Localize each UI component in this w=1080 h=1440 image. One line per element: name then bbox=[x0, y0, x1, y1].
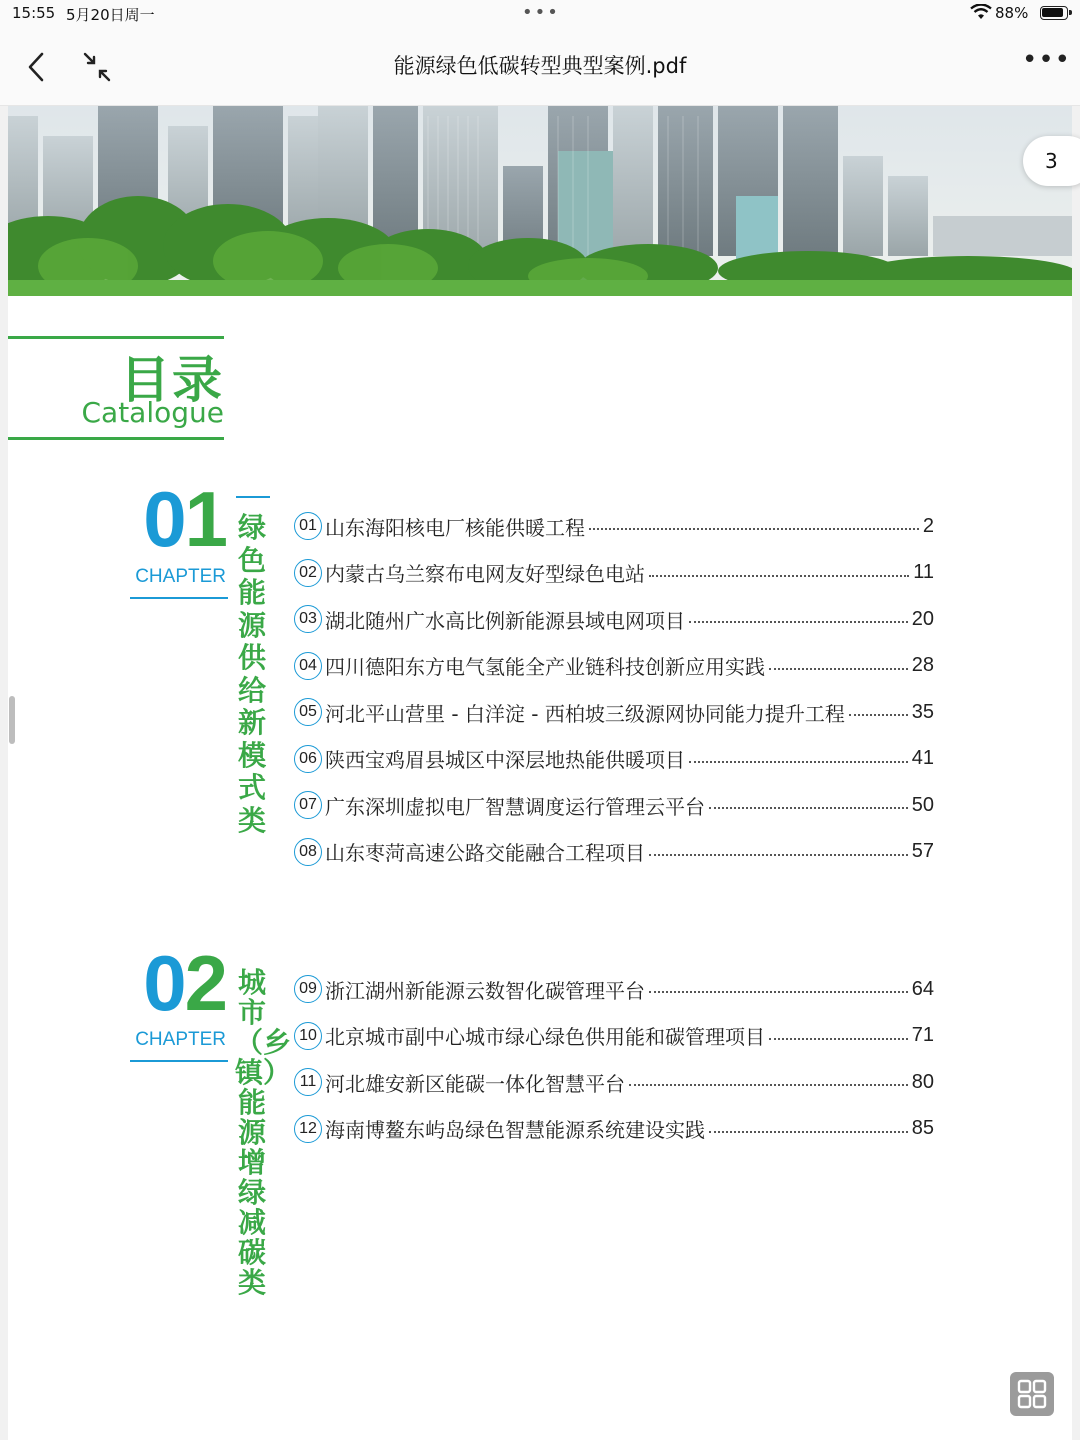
toc-item-number: 12 bbox=[294, 1115, 322, 1143]
toc-item[interactable] bbox=[294, 789, 934, 821]
chapter-number: 01 bbox=[143, 475, 226, 563]
toc-item-page: 64 bbox=[911, 977, 934, 1000]
toc-dot-leader bbox=[849, 714, 908, 716]
toc-item-title: 内蒙古乌兰察布电网友好型绿色电站 bbox=[325, 562, 645, 586]
multitasking-dots-icon[interactable]: ••• bbox=[522, 2, 560, 23]
chevron-left-icon bbox=[20, 48, 54, 86]
arrows-collapse-icon bbox=[78, 48, 116, 86]
toc-item-number: 06 bbox=[294, 745, 322, 773]
toc-item-title: 海南博鳌东屿岛绿色智慧能源系统建设实践 bbox=[325, 1118, 705, 1142]
toc-item-page: 20 bbox=[911, 607, 934, 630]
document-title: 能源绿色低碳转型典型案例.pdf bbox=[393, 54, 687, 78]
status-time: 15:55 bbox=[12, 4, 56, 22]
toc-item[interactable] bbox=[294, 1113, 934, 1145]
toc-item-number: 03 bbox=[294, 605, 322, 633]
toc-item-title: 浙江湖州新能源云数智化碳管理平台 bbox=[325, 978, 645, 1003]
toc-item[interactable] bbox=[294, 973, 934, 1005]
chapter-underline bbox=[130, 597, 228, 599]
chapter-number: 02 bbox=[143, 939, 226, 1027]
toc-item-number: 11 bbox=[294, 1068, 322, 1096]
battery-icon bbox=[1040, 6, 1068, 20]
wifi-icon bbox=[970, 4, 992, 24]
chapter-title-bar bbox=[236, 496, 270, 498]
page-margin-right bbox=[1072, 106, 1080, 1440]
toc-item[interactable] bbox=[294, 650, 934, 682]
catalogue-top-line bbox=[8, 336, 224, 339]
chapter-vertical-title: 绿色能源供给新模式类 bbox=[237, 511, 266, 837]
toc-item[interactable] bbox=[294, 510, 934, 542]
toc-item-number: 08 bbox=[294, 838, 322, 866]
toc-dot-leader bbox=[649, 575, 909, 577]
grid-icon bbox=[1010, 1372, 1054, 1416]
toc-item-page: 35 bbox=[911, 700, 934, 723]
toc-item-page: 2 bbox=[922, 514, 934, 537]
toc-item-title: 北京城市副中心城市绿心绿色供用能和碳管理项目 bbox=[325, 1025, 765, 1049]
toc-item-page: 41 bbox=[911, 747, 934, 769]
toc-item-page: 50 bbox=[911, 793, 934, 816]
nav-bar bbox=[0, 28, 1080, 106]
toc-item-number: 05 bbox=[294, 698, 322, 726]
toc-item-page: 80 bbox=[911, 1070, 934, 1093]
toc-dot-leader bbox=[649, 991, 908, 993]
toc-item-number: 09 bbox=[294, 975, 322, 1003]
status-date: 5月20日周一 bbox=[66, 6, 155, 24]
toc-item-page: 71 bbox=[911, 1024, 934, 1046]
toc-item[interactable] bbox=[294, 557, 934, 589]
cityscape-banner-image bbox=[8, 106, 1072, 296]
catalogue-bottom-line bbox=[8, 437, 224, 440]
status-bar bbox=[0, 0, 1080, 28]
toc-item[interactable] bbox=[294, 1020, 934, 1052]
toc-dot-leader bbox=[629, 1084, 908, 1086]
toc-item[interactable] bbox=[294, 836, 934, 868]
toc-item-title: 河北平山营里 - 白洋淀 - 西柏坡三级源网协同能力提升工程 bbox=[325, 701, 845, 726]
toc-item-title: 山东枣菏高速公路交能融合工程项目 bbox=[325, 841, 645, 865]
scroll-handle[interactable] bbox=[9, 696, 15, 744]
toc-item[interactable] bbox=[294, 696, 934, 728]
chapter-underline bbox=[130, 1060, 228, 1062]
toc-item-page: 28 bbox=[911, 654, 934, 676]
page-margin-left bbox=[0, 106, 8, 1440]
catalogue-subtitle: Catalogue bbox=[81, 396, 224, 429]
collapse-button[interactable] bbox=[78, 48, 116, 86]
battery-percent: 88% bbox=[995, 4, 1029, 22]
toc-item-number: 02 bbox=[294, 559, 322, 587]
toc-item-page: 85 bbox=[911, 1117, 934, 1139]
toc-item-title: 广东深圳虚拟电厂智慧调度运行管理云平台 bbox=[325, 794, 705, 819]
toc-item-title: 湖北随州广水高比例新能源县域电网项目 bbox=[325, 608, 685, 633]
toc-item[interactable] bbox=[294, 743, 934, 775]
chapter-label: CHAPTER bbox=[135, 566, 226, 587]
more-options-button[interactable]: ••• bbox=[1022, 45, 1072, 75]
toc-dot-leader bbox=[589, 528, 919, 530]
toc-dot-leader bbox=[769, 1038, 908, 1040]
page-number-badge[interactable]: 3 bbox=[1023, 136, 1080, 186]
toc-dot-leader bbox=[689, 621, 908, 623]
toc-dot-leader bbox=[689, 761, 908, 763]
toc-dot-leader bbox=[709, 807, 908, 809]
toc-dot-leader bbox=[649, 854, 908, 856]
toc-item-title: 四川德阳东方电气氢能全产业链科技创新应用实践 bbox=[325, 655, 765, 679]
toc-item-number: 10 bbox=[294, 1022, 322, 1050]
toc-item-page: 11 bbox=[913, 561, 934, 583]
toc-item-page: 57 bbox=[911, 840, 934, 862]
catalogue-title: 目录 bbox=[120, 351, 224, 409]
toc-dot-leader bbox=[709, 1131, 908, 1133]
toc-item-title: 河北雄安新区能碳一体化智慧平台 bbox=[325, 1071, 625, 1096]
toc-item-number: 07 bbox=[294, 791, 322, 819]
toc-item-title: 山东海阳核电厂核能供暖工程 bbox=[325, 515, 585, 540]
toc-item[interactable] bbox=[294, 603, 934, 635]
chapter-label: CHAPTER bbox=[135, 1029, 226, 1050]
toc-item-number: 04 bbox=[294, 652, 322, 680]
back-button[interactable] bbox=[20, 48, 54, 86]
toc-item-number: 01 bbox=[294, 512, 322, 540]
toc-item[interactable] bbox=[294, 1066, 934, 1098]
thumbnail-grid-button[interactable] bbox=[1010, 1372, 1054, 1416]
toc-item-title: 陕西宝鸡眉县城区中深层地热能供暖项目 bbox=[325, 748, 685, 772]
toc-dot-leader bbox=[769, 668, 908, 670]
chapter-vertical-title: 城市（乡镇）能源增绿减碳类 bbox=[235, 966, 292, 1299]
